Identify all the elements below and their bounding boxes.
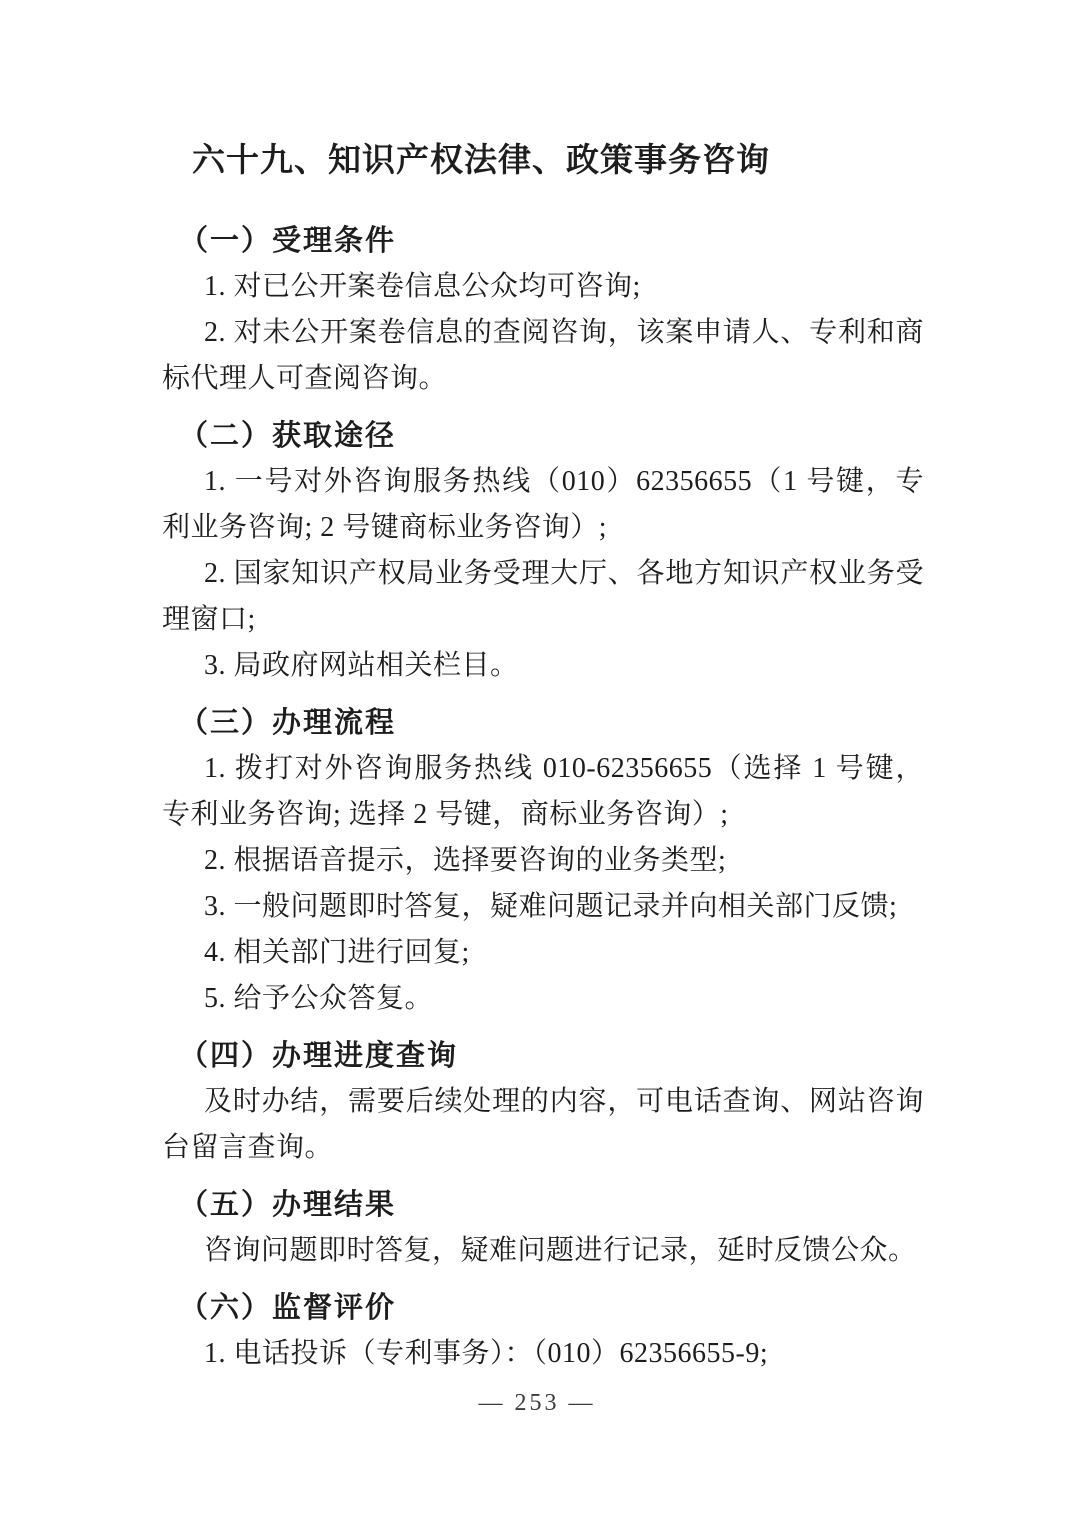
paragraph: 3. 局政府网站相关栏目。 <box>204 650 519 681</box>
section-acceptance-conditions <box>162 218 924 402</box>
section-heading-supervision-evaluation: （六）监督评价 <box>179 1292 397 1324</box>
page-number: — 253 — <box>478 1390 596 1416</box>
document-content <box>0 138 1074 1377</box>
section-supervision-evaluation <box>162 1285 924 1377</box>
section-access-channels <box>162 413 924 689</box>
section-heading-progress-inquiry: （四）办理进度查询 <box>179 1040 459 1072</box>
paragraph: 2. 国家知识产权局业务受理大厅、各地方知识产权业务受理窗口; <box>162 558 924 635</box>
paragraph: 1. 对已公开案卷信息公众均可咨询; <box>204 271 641 302</box>
paragraph: 及时办结，需要后续处理的内容，可电话查询、网站咨询台留言查询。 <box>162 1086 924 1163</box>
section-handling-result <box>162 1182 924 1274</box>
paragraph: 2. 根据语音提示，选择要咨询的业务类型; <box>204 845 727 876</box>
section-heading-handling-result: （五）办理结果 <box>179 1189 397 1221</box>
paragraph: 3. 一般问题即时答复，疑难问题记录并向相关部门反馈; <box>204 891 898 922</box>
paragraph: 4. 相关部门进行回复; <box>204 937 470 968</box>
section-progress-inquiry <box>162 1033 924 1171</box>
paragraph: 1. 拨打对外咨询服务热线 010-62356655（选择 1 号键，专利业务咨询; 选择 2 号键，商标业务咨询）; <box>162 753 924 830</box>
section-heading-access-channels: （二）获取途径 <box>179 420 397 452</box>
paragraph: 咨询问题即时答复，疑难问题进行记录，延时反馈公众。 <box>204 1235 917 1266</box>
section-heading-handling-process: （三）办理流程 <box>179 707 397 739</box>
section-handling-process <box>162 700 924 1022</box>
section-heading-acceptance-conditions: （一）受理条件 <box>179 225 397 257</box>
paragraph: 1. 一号对外咨询服务热线（010）62356655（1 号键，专利业务咨询; 2 号键商标业务咨询）; <box>162 466 924 543</box>
paragraph: 1. 电话投诉（专利事务）：（010）62356655-9; <box>204 1338 769 1369</box>
page-title: 六十九、知识产权法律、政策事务咨询 <box>192 141 770 178</box>
paragraph: 5. 给予公众答复。 <box>204 983 434 1014</box>
paragraph: 2. 对未公开案卷信息的查阅咨询，该案申请人、专利和商标代理人可查阅咨询。 <box>162 317 924 394</box>
